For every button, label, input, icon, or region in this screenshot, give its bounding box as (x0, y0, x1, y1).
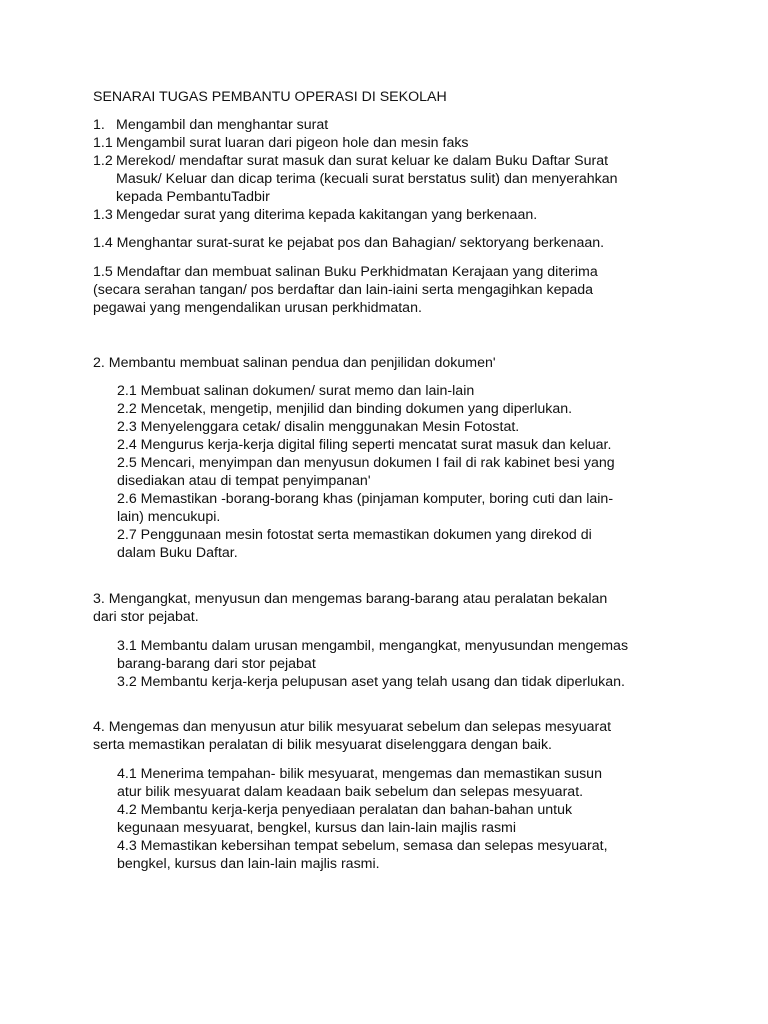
item-1-5-line-2: (secara serahan tangan/ pos berdaftar dan lain-iaini serta mengagihkan kepada (93, 282, 594, 298)
item-1-2-number: 1.2 (93, 153, 113, 169)
item-2-4: 2.4 Mengurus kerja-kerja digital filing seperti mencatat surat masuk dan keluar. (117, 437, 612, 453)
section-4-heading-line-1: 4. Mengemas dan menyusun atur bilik mesyuarat sebelum dan selepas mesyuarat (93, 719, 612, 735)
item-2-6-line-2: lain) mencukupi. (117, 509, 221, 525)
item-1-4-text: 1.4 Menghantar surat-surat ke pejabat pos dan Bahagian/ sektoryang berkenaan. (93, 235, 605, 251)
item-2-7-line-1: 2.7 Penggunaan mesin fotostat serta memastikan dokumen yang direkod di (117, 527, 592, 543)
item-2-5-line-1: 2.5 Mencari, menyimpan dan menyusun dokumen I fail di rak kabinet besi yang (117, 455, 615, 471)
item-1-5-line-3: pegawai yang mengendalikan urusan perkhidmatan. (93, 300, 422, 316)
item-3-1-line-1: 3.1 Membantu dalam urusan mengambil, mengangkat, menyusundan mengemas (117, 638, 629, 654)
item-2-2: 2.2 Mencetak, mengetip, menjilid dan binding dokumen yang diperlukan. (117, 401, 573, 417)
item-1-2-line-1: Merekod/ mendaftar surat masuk dan surat keluar ke dalam Buku Daftar Surat (116, 153, 609, 169)
document-title: SENARAI TUGAS PEMBANTU OPERASI DI SEKOLAH (93, 89, 447, 105)
section-3-heading-line-1: 3. Mengangkat, menyusun dan mengemas barang-barang atau peralatan bekalan (93, 591, 608, 607)
item-1-2-line-3: kepada PembantuTadbir (116, 189, 270, 205)
section-1-heading: Mengambil dan menghantar surat (116, 117, 329, 133)
item-3-2: 3.2 Membantu kerja-kerja pelupusan aset yang telah usang dan tidak diperlukan. (117, 674, 625, 690)
item-2-1: 2.1 Membuat salinan dokumen/ surat memo dan lain-lain (117, 383, 475, 399)
item-4-3-line-2: bengkel, kursus dan lain-lain majlis rasmi. (117, 856, 380, 872)
item-4-2-line-1: 4.2 Membantu kerja-kerja penyediaan peralatan dan bahan-bahan untuk (117, 802, 573, 818)
section-2-heading: 2. Membantu membuat salinan pendua dan penjilidan dokumen' (93, 355, 496, 371)
item-1-3-number: 1.3 (93, 207, 113, 223)
item-1-1-text: Mengambil surat luaran dari pigeon hole dan mesin faks (116, 135, 469, 151)
item-1-3-text: Mengedar surat yang diterima kepada kakitangan yang berkenaan. (116, 207, 538, 223)
item-2-7-line-2: dalam Buku Daftar. (117, 545, 238, 561)
item-2-5-line-2: disediakan atau di tempat penyimpanan' (117, 473, 371, 489)
item-4-3-line-1: 4.3 Memastikan kebersihan tempat sebelum, semasa dan selepas mesyuarat, (117, 838, 608, 854)
item-2-6-line-1: 2.6 Memastikan -borang-borang khas (pinjaman komputer, boring cuti dan lain- (117, 491, 614, 507)
section-1-number: 1. (93, 117, 105, 133)
section-3-heading-line-2: dari stor pejabat. (93, 609, 199, 625)
item-4-1-line-1: 4.1 Menerima tempahan- bilik mesyuarat, mengemas dan memastikan susun (117, 766, 602, 782)
item-2-3: 2.3 Menyelenggara cetak/ disalin menggunakan Mesin Fotostat. (117, 419, 520, 435)
item-4-2-line-2: kegunaan mesyuarat, bengkel, kursus dan lain-lain majlis rasmi (117, 820, 517, 836)
item-4-1-line-2: atur bilik mesyuarat dalam keadaan baik sebelum dan selepas mesyuarat. (117, 784, 584, 800)
item-1-5-line-1: 1.5 Mendaftar dan membuat salinan Buku Perkhidmatan Kerajaan yang diterima (93, 264, 598, 280)
section-4-heading-line-2: serta memastikan peralatan di bilik mesyuarat diselenggara dengan baik. (93, 737, 552, 753)
item-1-2-line-2: Masuk/ Keluar dan dicap terima (kecuali surat berstatus sulit) dan menyerahkan (116, 171, 618, 187)
item-3-1-line-2: barang-barang dari stor pejabat (117, 656, 316, 672)
item-1-1-number: 1.1 (93, 135, 113, 151)
